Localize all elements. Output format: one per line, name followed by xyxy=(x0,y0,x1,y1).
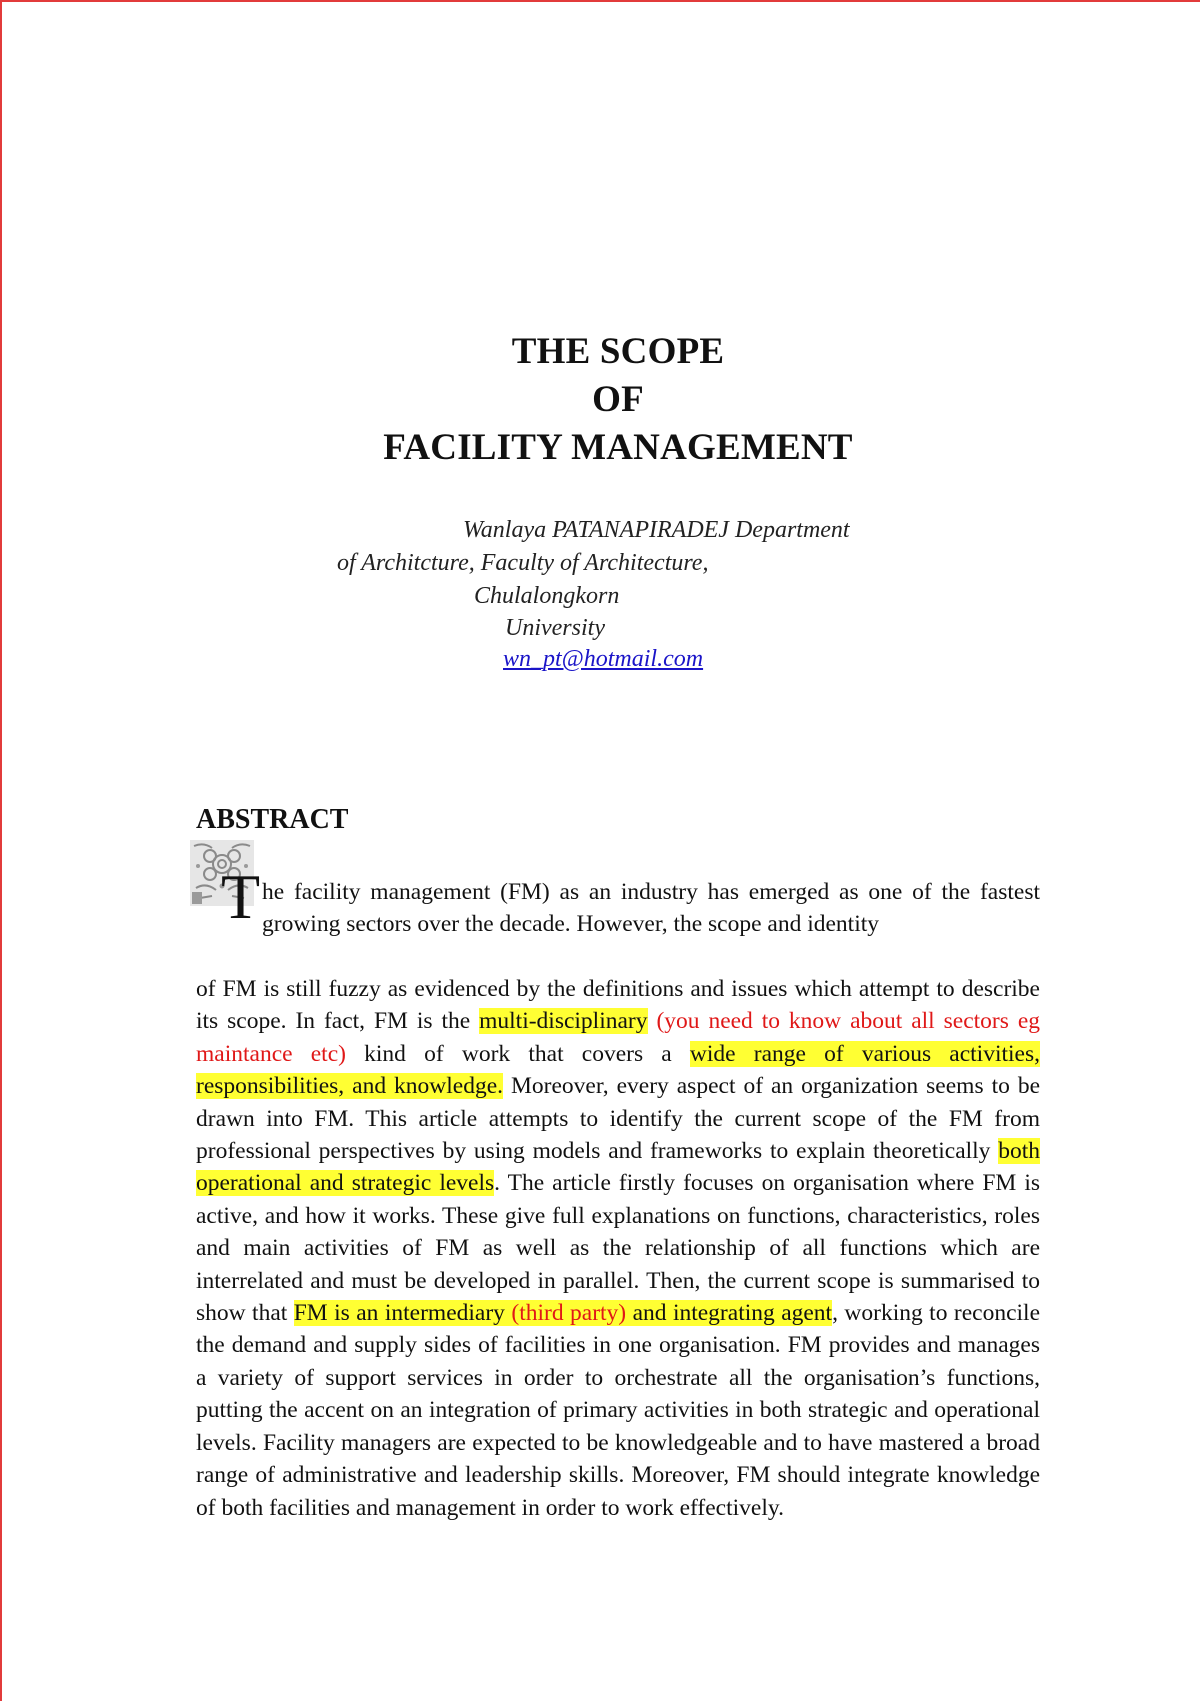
body-text-3: kind of work that covers a xyxy=(345,1040,690,1067)
author-email-line xyxy=(503,643,703,675)
title-line-3: FACILITY MANAGEMENT xyxy=(383,427,853,468)
author-email-link[interactable]: wn_pt@hotmail.com xyxy=(503,646,704,672)
highlighted-text-integrating-agent: and integrating agent xyxy=(626,1300,833,1327)
author-line-3: Chulalongkorn xyxy=(474,583,620,609)
body-text-1: of FM is still fuzzy as evidenced by the definitions and issues which attempt to describe its scope. In fact, FM is the xyxy=(196,976,1040,1035)
annotation-text-sectors: (you need to know about all sectors eg maintance etc) xyxy=(196,1008,1041,1067)
body-text-4: Moreover, every aspect of an organization seems to be drawn into FM. This article attempts to identify the current scope of the FM from professional perspectives by using models and frameworks to explain theoretically xyxy=(196,1073,1040,1165)
annotation-text-third-party: (third party) xyxy=(511,1300,627,1327)
title-line-2: OF xyxy=(592,379,644,420)
highlighted-text-levels: both operational and strategic levels xyxy=(196,1138,1040,1197)
highlighted-text-intermediary: FM is an intermediary xyxy=(293,1300,512,1327)
document-title xyxy=(0,328,1200,472)
highlighted-text-multidisciplinary: multi-disciplinary xyxy=(479,1008,648,1035)
abstract-paragraph-body xyxy=(196,973,1040,1524)
drop-cap-letter: T xyxy=(221,861,261,932)
author-line-4: University xyxy=(505,615,605,641)
body-text-5: . The article firstly focuses on organisation where FM is active, and how it works. These give full explanations on functions, characteristics, roles and main activities of FM as well as the relationship of all functions which are interrelated and must be developed in parallel. Then, the current scope is summarised to show that xyxy=(196,1170,1040,1327)
highlighted-text-wide-range: wide range of various activities, responsibilities, and knowledge. xyxy=(196,1040,1040,1100)
author-line-1: Wanlaya PATANAPIRADEJ Department xyxy=(463,517,850,543)
body-text-6: , working to reconcile the demand and supply sides of facilities in one organisation. FM provides and manages a variety of support services in order to orchestrate all the organisation’s functions, putting the accent on an integration of primary activities in both strategic and operational levels. Facility managers are expected to be knowledgeable and to have mastered a broad range of administrative and leadership skills. Moreover, FM should integrate knowledge of both facilities and management in order to work effectively. xyxy=(196,1300,1040,1521)
abstract-heading: ABSTRACT xyxy=(196,804,349,835)
title-line-1: THE SCOPE xyxy=(511,331,725,372)
abstract-paragraph-intro: he facility management (FM) as an industry has emerged as one of the fastest growing sectors over the decade. However, the scope and identity xyxy=(262,879,1040,938)
author-line-2: of Architcture, Faculty of Architecture, xyxy=(337,550,709,576)
